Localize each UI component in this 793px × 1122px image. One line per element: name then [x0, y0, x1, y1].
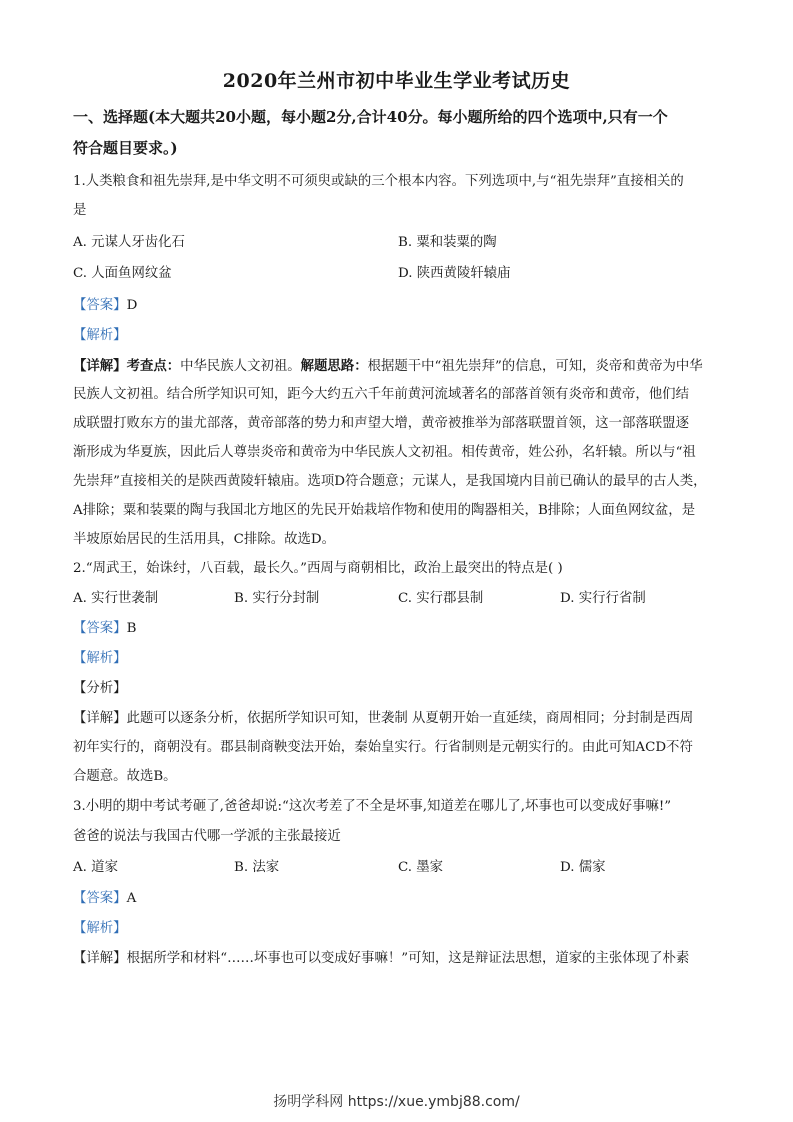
footer-watermark: 扬明学科网 https://xue.ymbj88.com/ [273, 1094, 520, 1110]
q2-detail-line1 [73, 709, 723, 729]
section-heading-line1: 一、选择题(本大题共20小题，每小题2分,合计40分。每小题所给的四个选项中,只有一个 [73, 108, 668, 126]
q3-option-d: D. 儒家 [560, 860, 606, 875]
q1-answer-value: D [126, 298, 138, 313]
q3-stem-line2: 爸爸的说法与我国古代哪一学派的主张最接近 [73, 829, 341, 844]
q2-answer [73, 619, 723, 639]
q1-answer-tag: 【答案】 [73, 298, 127, 313]
q3-option-c: C. 墨家 [398, 860, 444, 875]
q1-detail-line1 [73, 356, 723, 377]
q2-answer-value: B [126, 621, 137, 636]
q3-answer [73, 889, 723, 909]
q1-detail-line6: A排除；粟和装粟的陶与我国北方地区的先民开始栽培作物和使用的陶器相关，B排除；人面鱼网纹盆，是 [73, 503, 696, 518]
q3-option-a: A. 道家 [73, 860, 118, 875]
q2-option-a: A. 实行世袭制 [73, 591, 159, 606]
q1-option-c: C. 人面鱼网纹盆 [73, 266, 172, 281]
q2-detail-line2: 初年实行的，商朝没有。郡县制商鞅变法开始，秦始皇实行。行省制则是元朝实行的。由此可知ACD不符 [73, 740, 693, 755]
q1-detail-line7: 半坡原始居民的生活用具，C排除。故选D。 [73, 532, 336, 547]
q1-option-b: B. 粟和装粟的陶 [398, 235, 497, 250]
q1-detail-text1: 根据题干中“祖先崇拜”的信息，可知，炎帝和黄帝为中华 [367, 359, 703, 374]
page-title: 2020年兰州市初中毕业生学业考试历史 [222, 70, 571, 92]
q1-option-d: D. 陕西黄陵轩辕庙 [398, 266, 511, 281]
q2-analysis-tag: 【解析】 [73, 651, 127, 666]
q3-stem-line1: 3.小明的期中考试考砸了,爸爸却说:“这次考差了不全是坏事,知道差在哪儿了,坏事也可以变成好事嘛!” [73, 799, 672, 814]
q3-answer-value: A [126, 891, 137, 906]
q3-detail-tag: 【详解】 [73, 951, 127, 966]
q1-detail-line5: 先崇拜”直接相关的是陕西黄陵轩辕庙。选项D符合题意；元谋人，是我国境内目前已确认的最早的古人类， [73, 474, 707, 489]
q2-stem: 2.“周武王，始诛纣，八百载，最长久。”西周与商朝相比，政治上最突出的特点是( ) [73, 561, 563, 576]
q2-option-b: B. 实行分封制 [234, 591, 320, 606]
q2-answer-tag: 【答案】 [73, 621, 127, 636]
q1-detail-tag: 【详解】 [73, 358, 127, 374]
q2-fenxi-tag: 【分析】 [73, 681, 127, 696]
q1-keypoint-label: 考查点： [126, 358, 181, 374]
q3-detail-text1: 根据所学和材料“……坏事也可以变成好事嘛！”可知，这是辩证法思想，道家的主张体现了朴素 [126, 951, 690, 966]
q1-analysis-tag: 【解析】 [73, 328, 127, 343]
q3-analysis-tag: 【解析】 [73, 921, 127, 936]
q2-option-c: C. 实行郡县制 [398, 591, 484, 606]
q1-answer [73, 296, 723, 316]
q1-approach-label: 解题思路： [300, 358, 368, 374]
q2-option-d: D. 实行行省制 [560, 591, 646, 606]
q1-option-a: A. 元谋人牙齿化石 [73, 235, 185, 250]
q3-option-b: B. 法家 [234, 860, 280, 875]
q3-answer-tag: 【答案】 [73, 891, 127, 906]
q1-detail-line4: 渐形成为华夏族，因此后人尊崇炎帝和黄帝为中华民族人文初祖。相传黄帝，姓公孙，名轩辕。所以与“祖 [73, 445, 696, 460]
q1-detail-line2: 民族人文初祖。结合所学知识可知，距今大约五六千年前黄河流域著名的部落首领有炎帝和黄帝，他们结 [73, 387, 689, 402]
q1-detail-line3: 成联盟打败东方的蚩尤部落，黄帝部落的势力和声望大增，黄帝被推举为部落联盟首领，这一部落联盟逐 [73, 416, 689, 431]
q1-keypoint-text: 中华民族人文初祖。 [180, 359, 301, 374]
q2-detail-text1: 此题可以逐条分析，依据所学知识可知，世袭制 从夏朝开始一直延续，商周相同；分封制是西周 [126, 711, 694, 726]
q1-stem-line2: 是 [73, 203, 87, 218]
q1-stem-line1: 1.人类粮食和祖先崇拜,是中华文明不可须臾或缺的三个根本内容。下列选项中,与“祖先崇拜”直接相关的 [73, 174, 684, 189]
section-heading-line2: 符合题目要求。) [73, 139, 178, 157]
q2-detail-line3: 合题意。故选B。 [73, 769, 177, 784]
q2-detail-tag: 【详解】 [73, 711, 127, 726]
q3-detail-line1 [73, 949, 723, 969]
